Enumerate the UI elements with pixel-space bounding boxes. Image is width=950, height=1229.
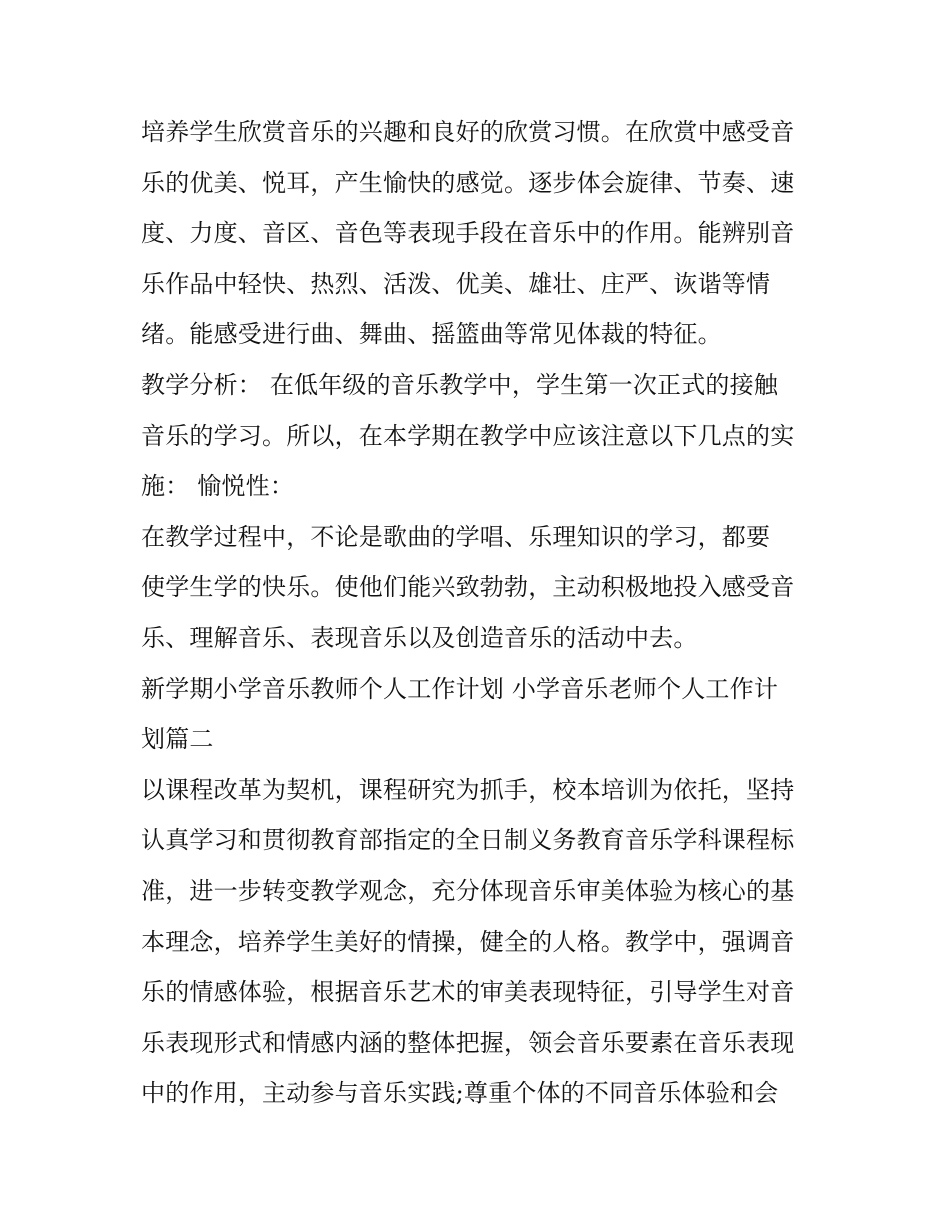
text-line-2: 乐的优美、悦耳，产生愉快的感觉。逐步体会旋律、节奏、速 (141, 168, 795, 197)
document-body (141, 107, 821, 1119)
text-line-12: 新学期小学音乐教师个人工作计划 小学音乐老师个人工作计 (141, 674, 779, 703)
text-line-8: 施： 愉悦性： (141, 472, 295, 501)
text-line-19: 乐表现形式和情感内涵的整体把握，领会音乐要素在音乐表现 (141, 1028, 795, 1057)
text-line-1: 培养学生欣赏音乐的兴趣和良好的欣赏习惯。在欣赏中感受音 (141, 118, 795, 146)
text-line-11: 乐、理解音乐、表现音乐以及创造音乐的活动中去。 (141, 623, 698, 652)
text-line-17: 本理念，培养学生美好的情操，健全的人格。教学中，强调音 (141, 927, 795, 956)
text-line-13: 划篇二 (141, 725, 214, 754)
text-line-9: 在教学过程中，不论是歌曲的学唱、乐理知识的学习，都要 (141, 522, 771, 551)
text-line-4: 乐作品中轻快、热烈、活泼、优美、雄壮、庄严、诙谐等情 (141, 269, 771, 298)
text-line-15: 认真学习和贯彻教育部指定的全日制义务教育音乐学科课程标 (141, 826, 795, 855)
text-line-6: 教学分析： 在低年级的音乐教学中，学生第一次正式的接触 (141, 370, 779, 399)
text-line-7: 音乐的学习。所以，在本学期在教学中应该注意以下几点的实 (141, 421, 795, 450)
text-line-16: 准，进一步转变教学观念，充分体现音乐审美体验为核心的基 (141, 876, 795, 905)
text-line-18: 乐的情感体验，根据音乐艺术的审美表现特征，引导学生对音 (141, 978, 795, 1007)
text-line-3: 度、力度、音区、音色等表现手段在音乐中的作用。能辨别音 (141, 219, 795, 248)
text-line-5: 绪。能感受进行曲、舞曲、摇篮曲等常见体裁的特征。 (141, 320, 722, 349)
text-line-10: 使学生学的快乐。使他们能兴致勃勃，主动积极地投入感受音 (141, 573, 795, 602)
text-line-20: 中的作用，主动参与音乐实践;尊重个体的不同音乐体验和会 (141, 1079, 779, 1108)
text-line-14: 以课程改革为契机，课程研究为抓手，校本培训为依托，坚持 (141, 775, 795, 804)
